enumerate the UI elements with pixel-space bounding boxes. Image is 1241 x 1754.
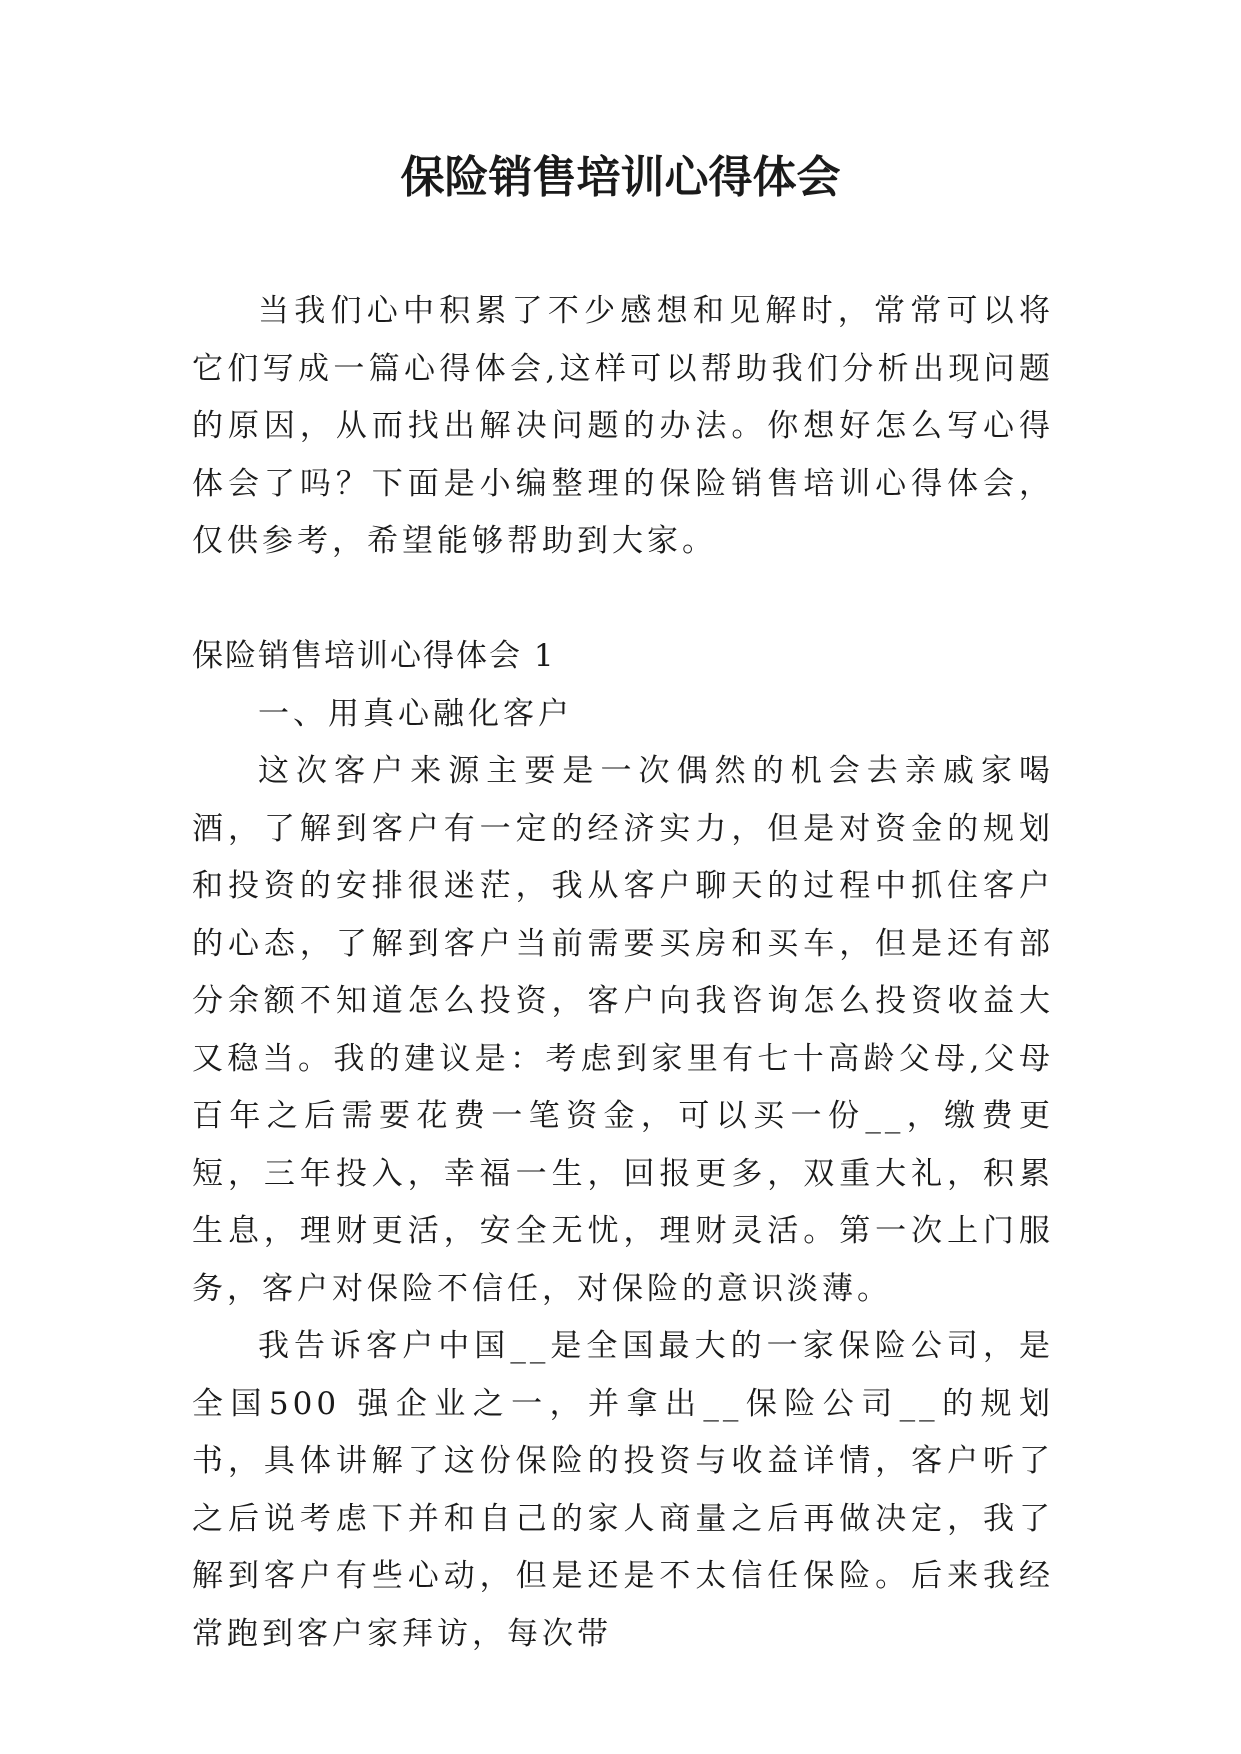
subheading: 一、用真心融化客户 [258, 695, 573, 732]
document-body [192, 283, 1054, 1663]
intro-paragraph: 当我们心中积累了不少感想和见解时，常常可以将它们写成一篇心得体会,这样可以帮助我们分析出现问题的原因，从而找出解决问题的办法。你想好怎么写心得体会了吗？下面是小编整理的保险销售培训心得体会，仅供参考，希望能够帮助到大家。 [192, 293, 1054, 559]
section-title: 保险销售培训心得体会 1 [192, 638, 556, 674]
body-paragraph: 我告诉客户中国__是全国最大的一家保险公司，是全国500 强企业之一，并拿出__保险公司__的规划书，具体讲解了这份保险的投资与收益详情，客户听了之后说考虑下并和自己的家人商量之后再做决定，我了解到客户有些心动，但是还是不太信任保险。后来我经常跑到客户家拜访，每次带 [192, 1328, 1054, 1652]
document-title: 保险销售培训心得体会 [400, 152, 841, 203]
body-paragraph: 这次客户来源主要是一次偶然的机会去亲戚家喝酒，了解到客户有一定的经济实力，但是对资金的规划和投资的安排很迷茫，我从客户聊天的过程中抓住客户的心态，了解到客户当前需要买房和买车，但是还有部分余额不知道怎么投资，客户向我咨询怎么投资收益大又稳当。我的建议是：考虑到家里有七十高龄父母,父母百年之后需要花费一笔资金，可以买一份__，缴费更短，三年投入，幸福一生，回报更多，双重大礼，积累生息，理财更活，安全无忧，理财灵活。第一次上门服务，客户对保险不信任，对保险的意识淡薄。 [192, 753, 1054, 1307]
